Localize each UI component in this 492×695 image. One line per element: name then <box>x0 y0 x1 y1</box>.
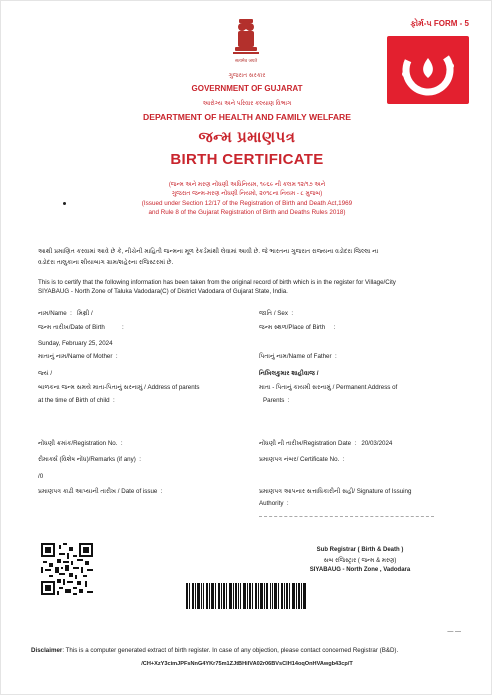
permanent-address-label-line-1: માતા - પિતાનું કાયમી સરનામું / Permanent Address of <box>259 384 398 391</box>
act-english-line-2: and Rule 8 of the Gujarat Registration of Birth and Deaths Rules 2018) <box>148 209 346 216</box>
signature-label-line-2: Authority : <box>259 500 289 507</box>
permanent-address-label-line-2: Parents : <box>263 397 290 404</box>
certify-gujarati-line-1: આથી પ્રમાણિત કરવામાં આવે છે કે, નીચેની માહિતી જન્મના મૂળ રેકર્ડમાંથી લેવામાં આવી છે. જે ભારતના ગુજરાત રાજ્યના વડોદરા જિલ્લા ના <box>38 248 379 255</box>
remarks-label-text: રીમાર્ક્સ (વિશેષ નોંધ)/Remarks (if any) <box>38 456 136 463</box>
certificate-number-label: પ્રમાણપત્ર નંબર/ Certificate No. : <box>259 456 345 463</box>
disclaimer <box>31 647 398 654</box>
father-value: નિખિલકુમાર શાહીવાજ / <box>259 370 319 377</box>
registration-date-label: નોંધણી ની તારીખ/Registration Date <box>259 440 352 447</box>
certificate-title: BIRTH CERTIFICATE <box>170 151 324 168</box>
birth-address-label-line-1: બાળકના જન્મ સમયે માતા-પિતાનું સરનામું / Address of parents <box>38 384 200 391</box>
barcode <box>186 583 306 609</box>
form-label: ફોર્મ-૫ FORM - 5 <box>410 19 469 28</box>
health-logo <box>387 36 469 104</box>
state-name-gujarati: ગુજરાત સરકાર <box>228 73 266 79</box>
certify-gujarati-line-2: વડોદરા તાલુકાના શીયાબાગ ગ્રામ/શહેરના રજિસ્ટરમાં છે. <box>38 259 174 266</box>
sex-label: જાતિ / Sex : <box>259 310 294 317</box>
remarks-label: રીમાર્ક્સ (વિશેષ નોંધ)/Remarks (if any) : <box>38 456 141 463</box>
name-value: મિથ્રી / <box>77 310 93 317</box>
department-gujarati: આરોગ્ય અને પરિવાર કલ્યાણ વિભાગ <box>202 101 292 107</box>
permanent-address-label-text: Parents <box>263 397 285 404</box>
name-label: નામ/Name : મિથ્રી / <box>38 310 93 317</box>
registrar-block <box>285 547 435 573</box>
dob-label: જન્મ તારીખ/Date of Birth : <box>38 324 124 331</box>
signature-label-line-1: પ્રમાણપત્ર આપનાર સત્તાધિકારીની સહી/ Signature of Issuing <box>259 488 412 495</box>
mother-label-text: માતાનું નામ/Name of Mother <box>38 353 113 360</box>
dob-label-text: જન્મ તારીખ/Date of Birth <box>38 324 105 331</box>
tick-marks: — — <box>447 629 461 635</box>
certificate-number-label-text: પ્રમાણપત્ર નંબર/ Certificate No. <box>259 456 340 463</box>
verification-hash: /CH+XzY3cimJPFsNnG4YKr75m1ZJtBHiIVA02r06BVsClH14oqOnHVAwgb43cp/T <box>141 661 353 667</box>
department-title: DEPARTMENT OF HEALTH AND FAMILY WELFARE <box>143 112 351 122</box>
registration-number-label-text: નોંધણી ક્રમાંક/Registration No. <box>38 440 118 447</box>
disclaimer-label: Disclaimer <box>31 647 63 654</box>
signature-line <box>259 516 434 517</box>
health-logo-icon <box>387 36 469 104</box>
registration-date: નોંધણી ની તારીખ/Registration Date : 20/03/2024 <box>259 440 393 447</box>
act-gujarati-line-1: (જન્મ અને મરણ નોંધણી અધિનિયમ, ૧૯૬૯ ની કલમ ૧૨/૧૭ અને <box>168 182 326 188</box>
remarks-value: /0 <box>38 473 44 480</box>
certify-english-line-2: SIYABAUG - North Zone of Taluka Vadodara(C) of District Vadodara of Gujarat State, India. <box>38 288 288 295</box>
act-english-line-1: (Issued under Section 12/17 of the Registration of Birth and Death Act,1969 <box>141 200 353 207</box>
state-emblem-icon <box>227 15 265 65</box>
registration-number-label: નોંધણી ક્રમાંક/Registration No. : <box>38 440 123 447</box>
birth-address-label-text: at the time of Birth of child <box>38 397 110 404</box>
signature-label-text: Authority <box>259 500 284 507</box>
mark-dot <box>63 202 66 205</box>
certificate-title-gujarati: જન્મ પ્રમાણપત્ર <box>198 129 296 146</box>
registrar-title: Sub Registrar ( Birth & Death ) <box>316 547 404 553</box>
pob-label-text: જન્મ સ્થળ/Place of Birth <box>259 324 326 331</box>
issue-date-label: પ્રમાણપત્ર કાઢી આપ્યાની તારીખ / Date of issue : <box>38 488 163 495</box>
registration-date-value: 20/03/2024 <box>361 440 393 447</box>
mother-value: જ્યં / <box>38 370 53 377</box>
government-title: GOVERNMENT OF GUJARAT <box>191 84 303 93</box>
name-label-text: નામ/Name <box>38 310 67 317</box>
pob-label: જન્મ સ્થળ/Place of Birth : <box>259 324 336 331</box>
svg-text:सत्यमेव जयते: सत्यमेव जयते <box>234 59 258 64</box>
disclaimer-text: : This is a computer generated extract of birth register. In case of any objection, please contact concerned Registrar (B&D). <box>62 647 399 654</box>
registrar-office: SIYABAUG - North Zone , Vadodara <box>309 567 411 573</box>
act-gujarati-line-2: ગુજરાત જન્મ-મરણ નોંધણી નિયમો, ૨૦૧૮ના નિયમ - ૮ મુજબ) <box>171 191 323 197</box>
father-label: પિતાનું નામ/Name of Father : <box>259 353 337 360</box>
certify-english-line-1: This is to certify that the following information has been taken from the original record of birth which is in the register for Village/City <box>38 279 396 286</box>
birth-address-label-line-2: at the time of Birth of child : <box>38 397 115 404</box>
dob-value: Sunday, February 25, 2024 <box>38 340 113 347</box>
registrar-title-gujarati: સબ રજિસ્ટ્રાર ( જન્મ & મરણ) <box>323 558 397 564</box>
father-label-text: પિતાનું નામ/Name of Father <box>259 353 332 360</box>
issue-date-label-text: પ્રમાણપત્ર કાઢી આપ્યાની તારીખ / Date of issue <box>38 488 158 495</box>
mother-label: માતાનું નામ/Name of Mother : <box>38 353 118 360</box>
qr-code <box>41 543 93 595</box>
sex-label-text: જાતિ / Sex <box>259 310 288 317</box>
